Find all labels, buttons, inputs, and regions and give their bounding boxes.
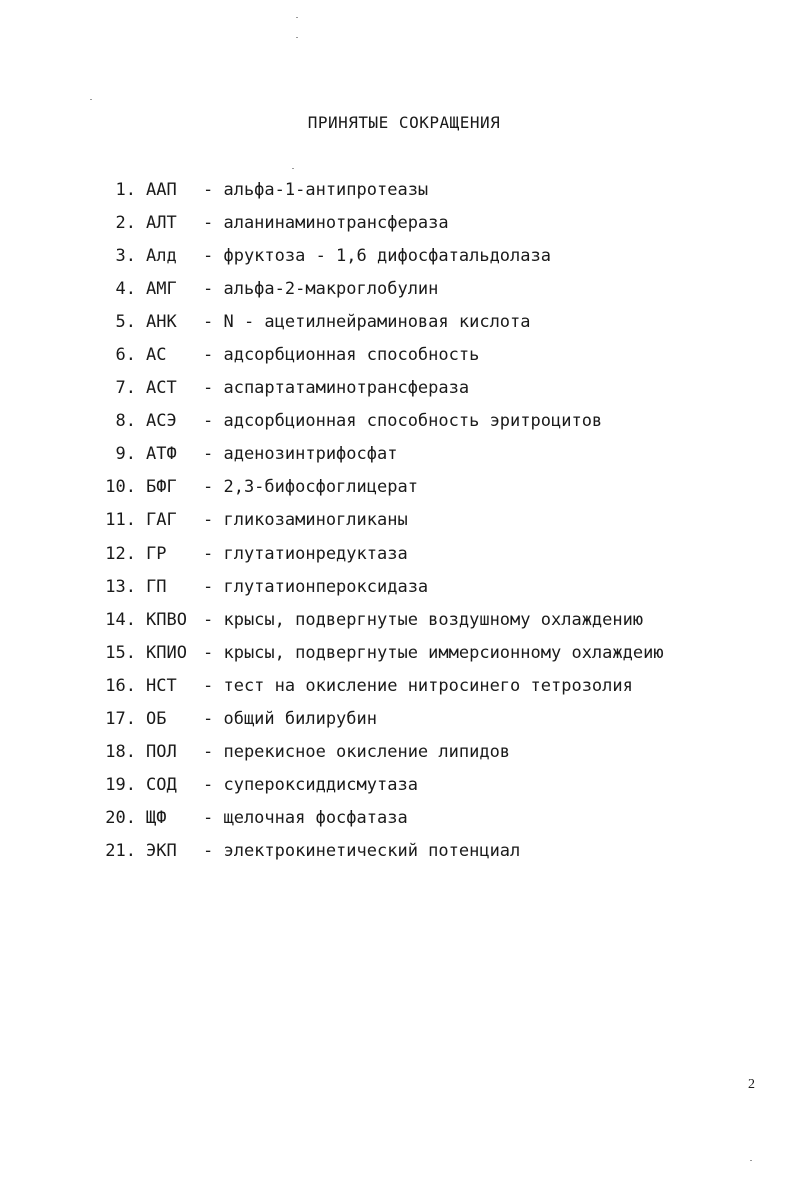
item-number: 11. bbox=[105, 510, 136, 531]
abbreviation-definition: - адсорбционная способность bbox=[203, 345, 480, 366]
list-item bbox=[0, 608, 793, 641]
item-number: 16. bbox=[105, 675, 136, 696]
list-item bbox=[0, 442, 793, 475]
abbreviation-code: ГР bbox=[146, 543, 167, 564]
list-item bbox=[0, 508, 793, 541]
list-item bbox=[0, 475, 793, 508]
page-number: 2 bbox=[748, 1077, 755, 1092]
abbreviation-list bbox=[0, 178, 793, 872]
scan-speck bbox=[296, 17, 298, 18]
item-number: 18. bbox=[105, 741, 136, 762]
item-number: 4. bbox=[115, 279, 136, 300]
scan-speck bbox=[90, 99, 92, 100]
abbreviation-definition: - N - ацетилнейраминовая кислота bbox=[203, 312, 531, 333]
abbreviation-definition: - супероксиддисмутаза bbox=[203, 774, 418, 795]
item-number: 6. bbox=[115, 345, 136, 366]
item-number: 15. bbox=[105, 642, 136, 663]
item-number: 12. bbox=[105, 543, 136, 564]
list-item bbox=[0, 773, 793, 806]
abbreviation-code: АЛТ bbox=[146, 213, 177, 234]
item-number: 2. bbox=[115, 213, 136, 234]
abbreviation-definition: - альфа-2-макроглобулин bbox=[203, 279, 439, 300]
page-title: ПРИНЯТЫЕ СОКРАЩЕНИЯ bbox=[307, 113, 501, 132]
item-number: 8. bbox=[115, 411, 136, 432]
abbreviation-definition: - тест на окисление нитросинего тетрозолия bbox=[203, 675, 633, 696]
abbreviation-code: АМГ bbox=[146, 279, 177, 300]
abbreviation-code: НСТ bbox=[146, 675, 177, 696]
abbreviation-code: ПОЛ bbox=[146, 741, 177, 762]
abbreviation-definition: - крысы, подвергнутые воздушному охлаждению bbox=[203, 609, 644, 630]
list-item bbox=[0, 542, 793, 575]
abbreviation-definition: - аденозинтрифосфат bbox=[203, 444, 398, 465]
abbreviation-code: АС bbox=[146, 345, 167, 366]
list-item bbox=[0, 178, 793, 211]
abbreviation-definition: - щелочная фосфатаза bbox=[203, 807, 408, 828]
item-number: 7. bbox=[115, 378, 136, 399]
item-number: 1. bbox=[115, 180, 136, 200]
abbreviation-definition: - адсорбционная способность эритроцитов bbox=[203, 411, 603, 432]
item-number: 5. bbox=[115, 312, 136, 333]
item-number: 10. bbox=[105, 477, 136, 498]
abbreviation-code: СОД bbox=[146, 774, 177, 795]
abbreviation-definition: - аланинаминотрансфераза bbox=[203, 213, 449, 234]
item-number: 14. bbox=[105, 609, 136, 630]
scan-speck bbox=[296, 37, 298, 38]
list-item bbox=[0, 740, 793, 773]
abbreviation-code: АСТ bbox=[146, 378, 177, 399]
abbreviation-code: ЩФ bbox=[146, 807, 167, 828]
list-item bbox=[0, 244, 793, 277]
item-number: 13. bbox=[105, 576, 136, 597]
abbreviation-code: ЭКП bbox=[146, 840, 177, 861]
list-item bbox=[0, 674, 793, 707]
abbreviation-definition: - электрокинетический потенциал bbox=[203, 840, 521, 861]
item-number: 3. bbox=[115, 246, 136, 267]
abbreviation-code: КПИО bbox=[146, 642, 187, 663]
abbreviation-definition: - общий билирубин bbox=[203, 708, 377, 729]
list-item bbox=[0, 806, 793, 839]
list-item bbox=[0, 575, 793, 608]
list-item bbox=[0, 641, 793, 674]
item-number: 19. bbox=[105, 774, 136, 795]
abbreviation-definition: - аспартатаминотрансфераза bbox=[203, 378, 470, 399]
list-item bbox=[0, 277, 793, 310]
item-number: 20. bbox=[105, 807, 136, 828]
list-item bbox=[0, 211, 793, 244]
abbreviation-definition: - глутатионредуктаза bbox=[203, 543, 408, 564]
abbreviation-code: ААП bbox=[146, 180, 177, 200]
item-number: 9. bbox=[115, 444, 136, 465]
list-item bbox=[0, 707, 793, 740]
item-number: 21. bbox=[105, 840, 136, 861]
abbreviation-code: БФГ bbox=[146, 477, 177, 498]
abbreviation-code: АСЭ bbox=[146, 411, 177, 432]
list-item bbox=[0, 343, 793, 376]
item-number: 17. bbox=[105, 708, 136, 729]
scan-speck bbox=[750, 1160, 752, 1161]
abbreviation-definition: - альфа-1-антипротеазы bbox=[203, 180, 429, 200]
abbreviation-code: ГП bbox=[146, 576, 167, 597]
list-item bbox=[0, 839, 793, 872]
scan-speck bbox=[292, 168, 294, 169]
abbreviation-code: Алд bbox=[146, 246, 177, 267]
abbreviation-code: КПВО bbox=[146, 609, 187, 630]
abbreviation-definition: - крысы, подвергнутые иммерсионному охлаждеию bbox=[203, 642, 664, 663]
abbreviation-definition: - перекисное окисление липидов bbox=[203, 741, 511, 762]
abbreviation-definition: - гликозаминогликаны bbox=[203, 510, 408, 531]
list-item bbox=[0, 376, 793, 409]
list-item bbox=[0, 310, 793, 343]
list-item bbox=[0, 409, 793, 442]
abbreviation-definition: - глутатионпероксидаза bbox=[203, 576, 429, 597]
abbreviation-code: АТФ bbox=[146, 444, 177, 465]
abbreviation-definition: - 2,3-бифосфоглицерат bbox=[203, 477, 418, 498]
abbreviation-code: ОБ bbox=[146, 708, 167, 729]
abbreviation-code: ГАГ bbox=[146, 510, 177, 531]
abbreviation-definition: - фруктоза - 1,6 дифосфатальдолаза bbox=[203, 246, 551, 267]
abbreviation-code: АНК bbox=[146, 312, 177, 333]
